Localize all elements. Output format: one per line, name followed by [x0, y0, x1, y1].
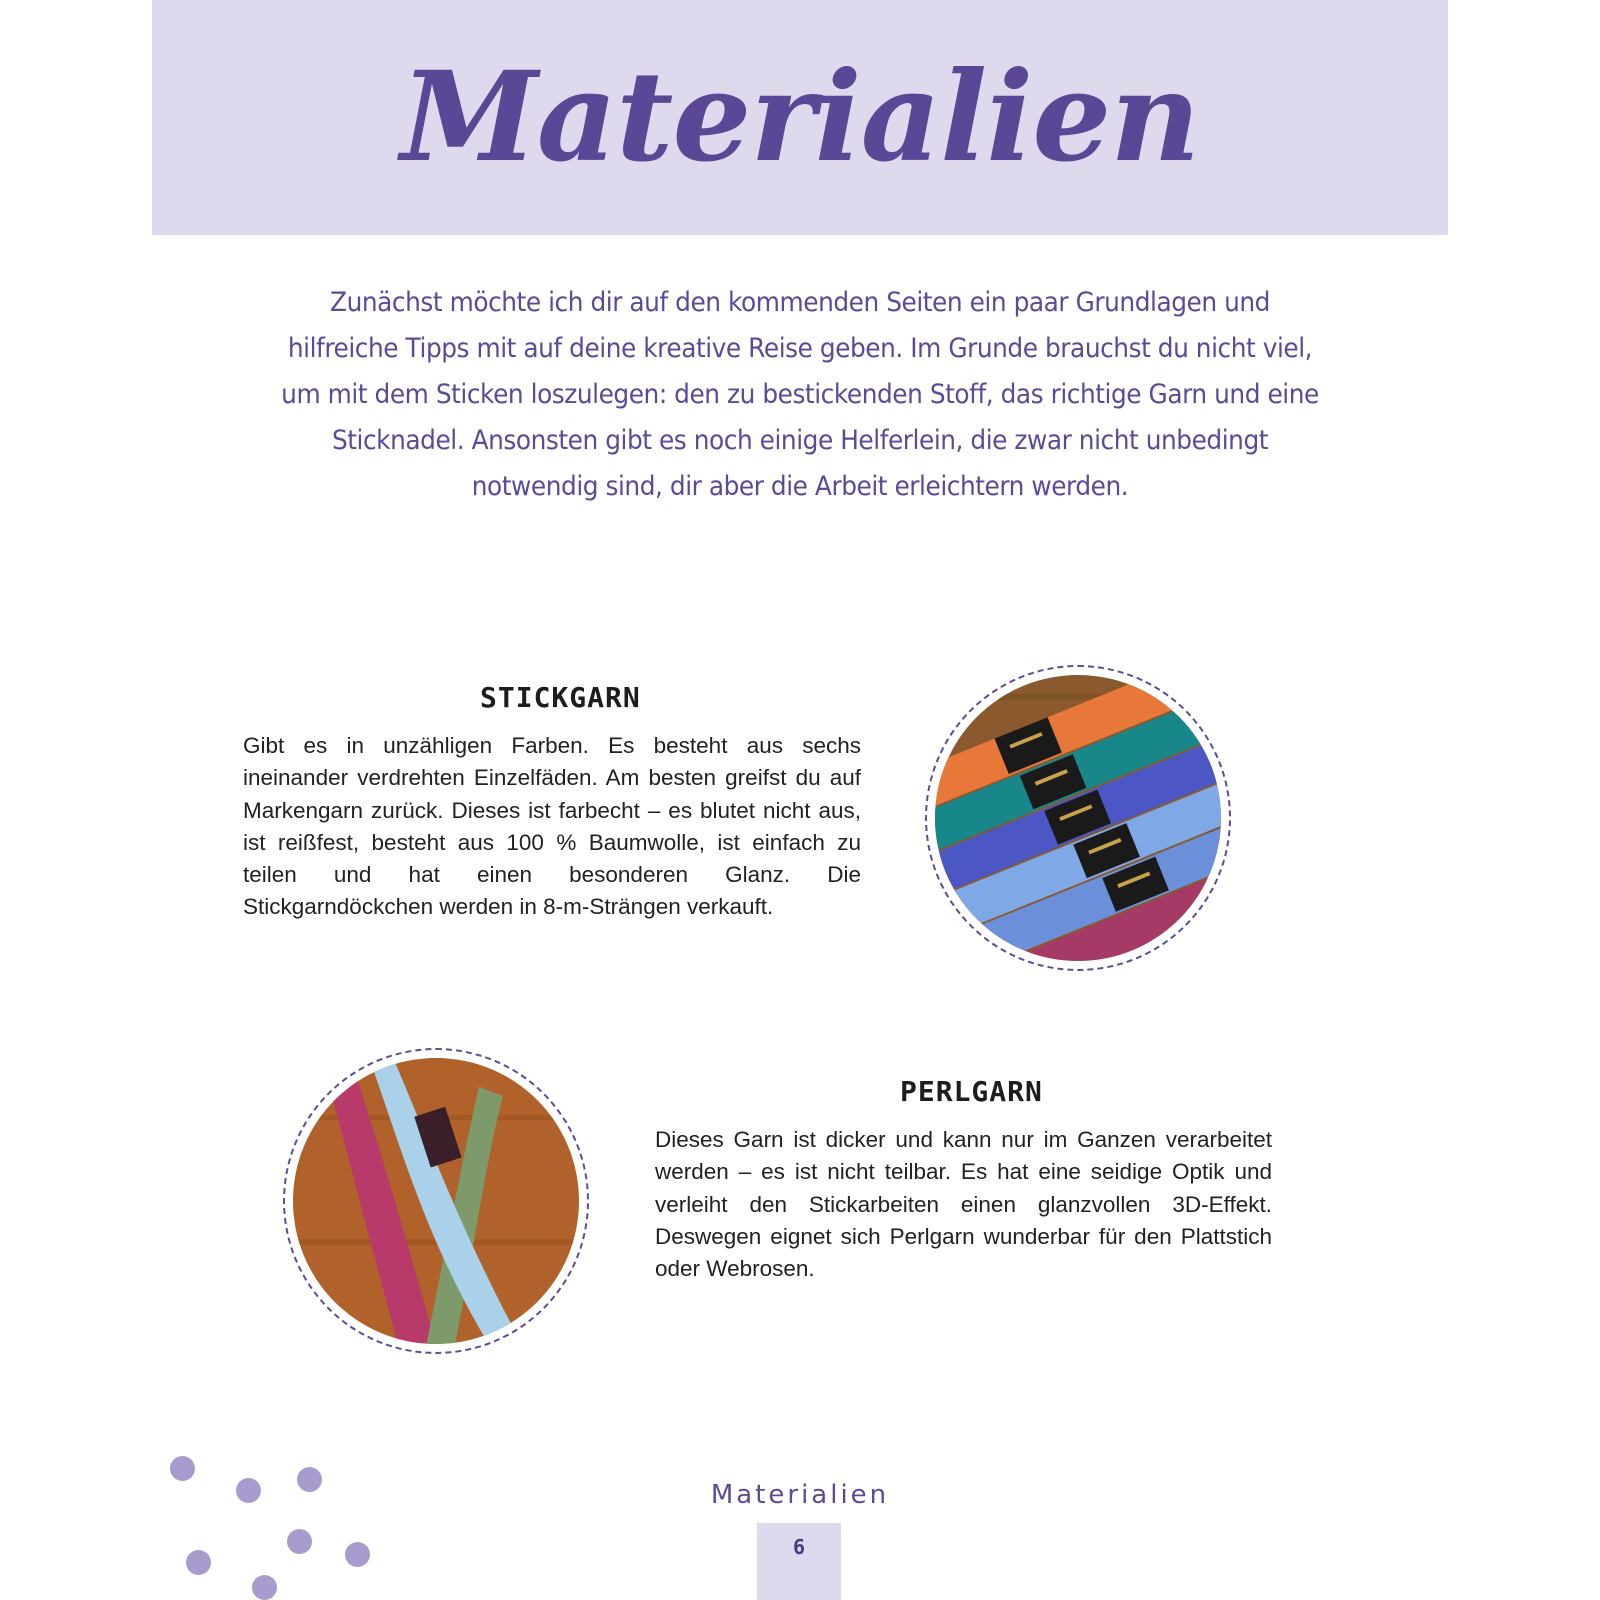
perlgarn-photo-frame	[283, 1048, 589, 1354]
stickgarn-photo	[935, 675, 1221, 961]
intro-paragraph: Zunächst möchte ich dir auf den kommenden Seiten ein paar Grundlagen und hilfreiche Tipps mit auf deine kreative Reise geben. Im Grunde brauchst du nicht viel, um mit dem Sticken loszulegen: den zu bestickenden Stoff, das richtige Garn und eine Sticknadel. Ansonsten gibt es noch einige Helferlein, die zwar nicht unbedingt notwendig sind, dir aber die Arbeit erleichtern werden.	[281, 287, 1319, 502]
page-number: 6	[792, 1535, 806, 1559]
decorative-dot	[170, 1456, 195, 1481]
perlgarn-heading: PERLGARN	[900, 1075, 1043, 1108]
pearl-cotton-illustration	[293, 1058, 579, 1344]
decorative-dot	[297, 1467, 322, 1492]
footer-section-label: Materialien	[710, 1480, 890, 1510]
stickgarn-text: Gibt es in unzähligen Farben. Es besteht aus sechs ineinander verdrehten Einzelfäden. Am besten greifst du auf Markengarn zurück. Dieses ist farbecht – es blutet nicht aus, ist reißfest, besteht aus 100 % Baumwolle, ist einfach zu teilen und hat einen besonderen Glanz. Die Stickgarndöckchen werden in 8-m-Strängen verkauft.	[243, 733, 861, 920]
decorative-dot	[186, 1550, 211, 1575]
stickgarn-photo-frame	[925, 665, 1231, 971]
decorative-dot	[236, 1478, 261, 1503]
page-title: Materialien	[400, 45, 1200, 190]
decorative-dot	[287, 1529, 312, 1554]
decorative-dot	[345, 1542, 370, 1567]
perlgarn-photo	[293, 1058, 579, 1344]
header-band	[152, 0, 1448, 235]
page-number-box	[757, 1523, 841, 1600]
stickgarn-heading: STICKGARN	[480, 681, 641, 714]
embroidery-floss-illustration	[935, 675, 1221, 961]
decorative-dot	[252, 1575, 277, 1600]
perlgarn-text: Dieses Garn ist dicker und kann nur im Ganzen verarbeitet werden – es ist nicht teilbar. Es hat eine seidige Optik und verleiht den Stickarbeiten einen glanzvollen 3D-Effekt. Deswegen eignet sich Perlgarn wunderbar für den Plattstich oder Webrosen.	[655, 1127, 1272, 1282]
